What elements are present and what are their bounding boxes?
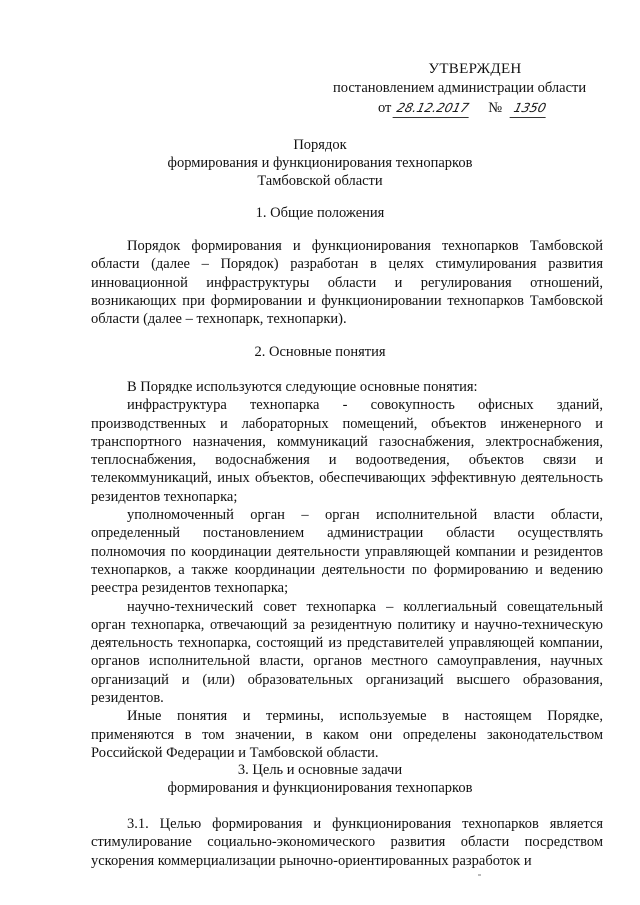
section2-definition-authorized-body: уполномоченный орган – орган исполнительной власти области, определенный постановлением администрации области осуществлять полномочия по координации деятельности управляющей компании и резидентов технопарков, а также координации деятельности по формированию и ведению реестра резидентов технопарка; — [91, 507, 603, 597]
scan-artifact — [478, 874, 481, 876]
approval-date-prefix: от — [378, 100, 392, 116]
document-title-line1: Порядок — [293, 137, 347, 153]
section1-heading: 1. Общие положения — [255, 205, 385, 221]
approval-date-line — [325, 98, 615, 118]
approval-decree-line: постановлением администрации области — [333, 80, 587, 96]
section1-body — [91, 237, 603, 328]
approval-stamp — [325, 60, 615, 118]
section3-heading-line2: формирования и функционирования технопарков — [167, 780, 473, 796]
section3-heading-line1: 3. Цель и основные задачи — [237, 762, 403, 778]
approval-number-handwritten: 1350 — [509, 98, 550, 118]
section3-heading — [0, 761, 640, 797]
section2-definition-infrastructure: инфраструктура технопарка - совокупность офисных зданий, производственных и лабораторных помещений, объектов инженерного и транспортного назначения, коммуникаций газоснабжения, электроснабжения, теплоснабжения, водоснабжения и водоотведения, объектов связи и телекоммуникаций, иных объектов, обеспечивающих эффективную деятельность резидентов технопарка; — [91, 397, 603, 505]
section2-heading: 2. Основные понятия — [254, 344, 386, 360]
document-title-line2: формирования и функционирования технопарков — [167, 155, 473, 171]
section3-paragraph: 3.1. Целью формирования и функционирования технопарков является стимулирование социально-экономического развития области посредством ускорения коммерциализации рыночно-ориентированных разработок и — [91, 816, 603, 869]
approval-number-sign: № — [488, 100, 503, 116]
document-title-line3: Тамбовской области — [257, 173, 383, 189]
section2-intro: В Порядке используются следующие основные понятия: — [127, 379, 478, 395]
section2-closing: Иные понятия и термины, используемые в настоящем Порядке, применяются в том значении, в каком они определены законодательством Российской Федерации и Тамбовской области. — [91, 708, 603, 761]
section2-definition-scientific-council: научно-технический совет технопарка – коллегиальный совещательный орган технопарка, отвечающий за резидентную политику и научно-техническую деятельность технопарка, состоящий из представителей управляющей компании, органов исполнительной власти, органов местного самоуправления, научных организаций и (или) образовательных организаций высшего образования, резидентов. — [91, 598, 603, 707]
approval-title: УТВЕРЖДЕН — [428, 61, 522, 77]
section3-body — [91, 815, 603, 870]
section1-paragraph: Порядок формирования и функционирования технопарков Тамбовской области (далее – Порядок) разработан в целях стимулирования развития инновационной инфраструктуры области и регулирования отношений, возникающих при формировании и функционировании технопарков Тамбовской области (далее – технопарк, технопарки). — [91, 238, 603, 328]
section2-body — [91, 378, 603, 762]
document-title — [0, 136, 640, 190]
approval-date-handwritten: 28.12.2017 — [393, 98, 474, 118]
